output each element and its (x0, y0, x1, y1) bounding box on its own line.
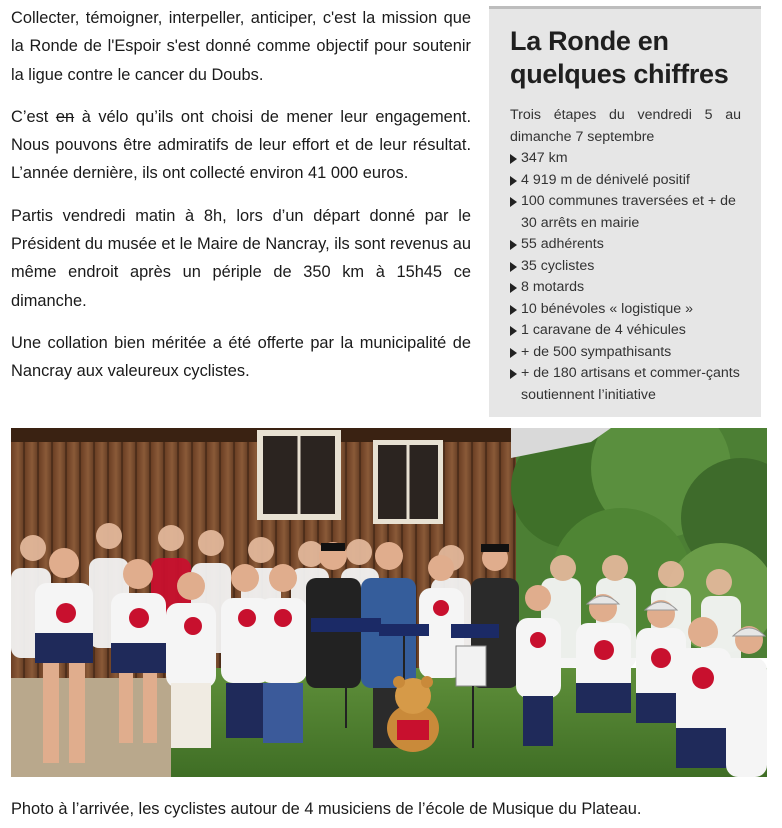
fact-text: 100 communes traversées et + de 30 arrêts en mairie (521, 193, 736, 231)
article-paragraph-2 (11, 103, 471, 188)
fact-item (510, 148, 741, 170)
key-figures-title-line-1: La Ronde en (510, 26, 669, 56)
article-paragraph-2-rest: à vélo qu’ils ont choisi de mener leur engagement. Nous pouvons être admiratifs de leur effort et de leur résultat. L’année dernière, ils ont collecté environ 41 000 euros. (11, 107, 472, 183)
key-figures-list (510, 148, 741, 406)
key-figures-box (489, 6, 761, 417)
triangle-bullet-icon (510, 283, 517, 293)
photo-caption: Photo à l’arrivée, les cyclistes autour de 4 musiciens de l’école de Musique du Plateau. (11, 800, 642, 818)
triangle-bullet-icon (510, 154, 517, 164)
key-figures-title (510, 25, 741, 91)
fact-text: 1 caravane de 4 véhicules (521, 322, 686, 338)
fact-item (510, 299, 741, 321)
fact-item (510, 256, 741, 278)
article-paragraph-1: Collecter, témoigner, interpeller, anticiper, c'est la mission que la Ronde de l'Espoir s'est donné comme objectif pour soutenir la ligue contre le cancer du Doubs. (11, 9, 471, 84)
struck-word: en (55, 107, 75, 126)
fact-item (510, 342, 741, 364)
fact-text: 4 919 m de dénivelé positif (521, 171, 690, 188)
triangle-bullet-icon (510, 305, 517, 315)
fact-item (510, 234, 741, 256)
fact-item (510, 277, 741, 299)
article-paragraph-2-start: C’est (11, 107, 56, 126)
article-paragraph-4: Une collation bien méritée a été offerte par la municipalité de Nancray aux valeureux cyclistes. (11, 333, 471, 381)
fact-text: 55 adhérents (521, 236, 604, 252)
fact-text: 10 bénévoles « logistique » (521, 300, 693, 317)
article-body (11, 4, 471, 400)
article-paragraph-3: Partis vendredi matin à 8h, lors d’un départ donné par le Président du musée et le Maire de Nancray, ils sont revenus au même endroit après un périple de 350 km à 15h45 ce dimanche. (11, 206, 471, 310)
triangle-bullet-icon (510, 176, 517, 186)
triangle-bullet-icon (510, 240, 517, 250)
triangle-bullet-icon (510, 348, 517, 358)
barn-window-left (257, 430, 341, 520)
fact-item (510, 170, 741, 192)
fact-text: + de 180 artisans et commer-çants soutiennent l’initiative (521, 365, 740, 403)
fact-item (510, 191, 741, 234)
key-figures-title-line-2: quelques chiffres (510, 59, 729, 89)
fact-text: + de 500 sympathisants (521, 343, 672, 360)
fact-text: 8 motards (521, 279, 585, 295)
barn-window-right (373, 440, 443, 524)
fact-text: 347 km (521, 150, 568, 166)
triangle-bullet-icon (510, 262, 517, 272)
triangle-bullet-icon (510, 326, 517, 336)
fact-text: 35 cyclistes (521, 257, 595, 274)
group-photo (11, 428, 767, 777)
key-figures-intro: Trois étapes du vendredi 5 au dimanche 7 septembre (510, 107, 741, 145)
triangle-bullet-icon (510, 197, 517, 207)
fact-item (510, 363, 741, 406)
triangle-bullet-icon (510, 369, 517, 379)
fact-item (510, 320, 741, 342)
